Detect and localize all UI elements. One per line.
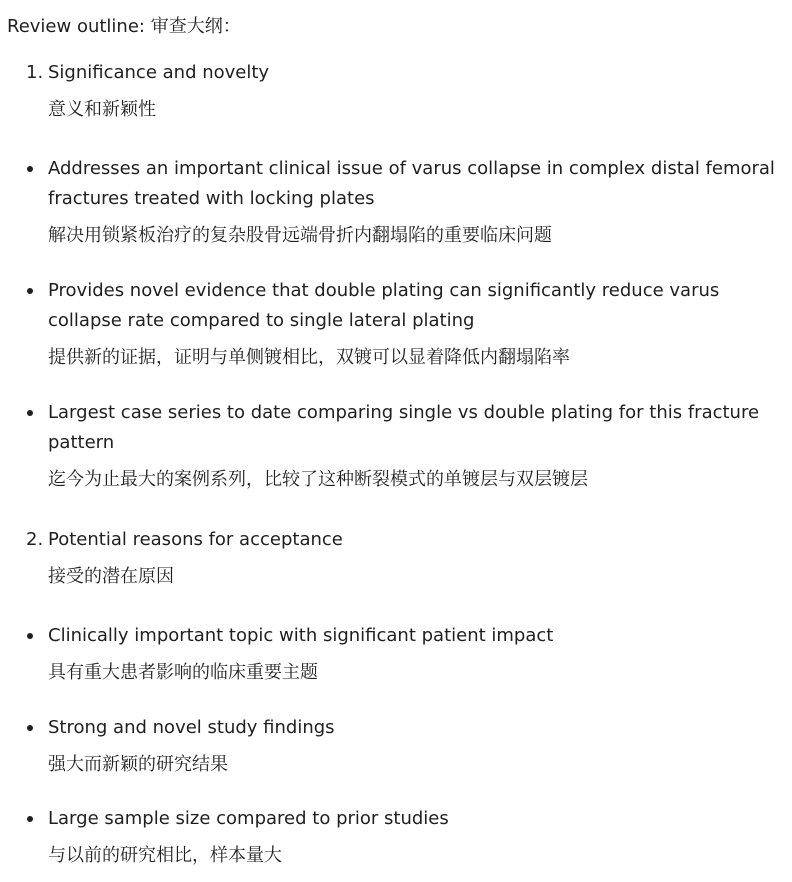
section-number: 1.: [26, 62, 44, 83]
bullet-item: [48, 804, 792, 868]
section-acceptance-reasons: [26, 525, 792, 589]
bullet-item: [48, 154, 792, 248]
section-title-zh: 意义和新颖性: [48, 99, 156, 120]
section-significance: [26, 58, 792, 122]
bullet-text-zh: 提供新的证据，证明与单侧镀相比，双镀可以显着降低内翻塌陷率: [48, 347, 570, 368]
section-title-en: Potential reasons for acceptance: [48, 529, 343, 550]
bullet-text-zh: 具有重大患者影响的临床重要主题: [48, 662, 318, 683]
bullet-text-en: Provides novel evidence that double plating can significantly reduce varus collapse rate compared to single lateral plating: [48, 280, 720, 331]
bullet-dot: [27, 410, 33, 416]
section-title-en: Significance and novelty: [48, 62, 270, 83]
bullet-text-en: Largest case series to date comparing single vs double plating for this fracture pattern: [48, 402, 760, 453]
bullet-item: [48, 398, 792, 492]
section-number: 2.: [26, 529, 44, 550]
bullet-item: [48, 713, 792, 777]
bullet-text-en: Addresses an important clinical issue of varus collapse in complex distal femoral fractures treated with locking plates: [48, 158, 775, 209]
bullet-dot: [27, 166, 33, 172]
bullet-dot: [27, 288, 33, 294]
section-title-zh: 接受的潜在原因: [48, 566, 174, 587]
bullet-text-en: Clinically important topic with significant patient impact: [48, 625, 554, 646]
bullet-text-zh: 解决用锁紧板治疗的复杂股骨远端骨折内翻塌陷的重要临床问题: [48, 225, 552, 246]
bullet-dot: [27, 816, 33, 822]
bullet-text-zh: 强大而新颖的研究结果: [48, 754, 228, 775]
bullet-text-zh: 迄今为止最大的案例系列，比较了这种断裂模式的单镀层与双层镀层: [48, 469, 588, 490]
bullet-item: [48, 621, 792, 685]
bullet-dot: [27, 725, 33, 731]
intro-line: Review outline: 审查大纲：: [7, 16, 241, 37]
bullet-text-en: Large sample size compared to prior studies: [48, 808, 449, 829]
bullet-text-en: Strong and novel study findings: [48, 717, 335, 738]
bullet-dot: [27, 633, 33, 639]
bullet-text-zh: 与以前的研究相比，样本量大: [48, 845, 282, 866]
bullet-item: [48, 276, 792, 370]
